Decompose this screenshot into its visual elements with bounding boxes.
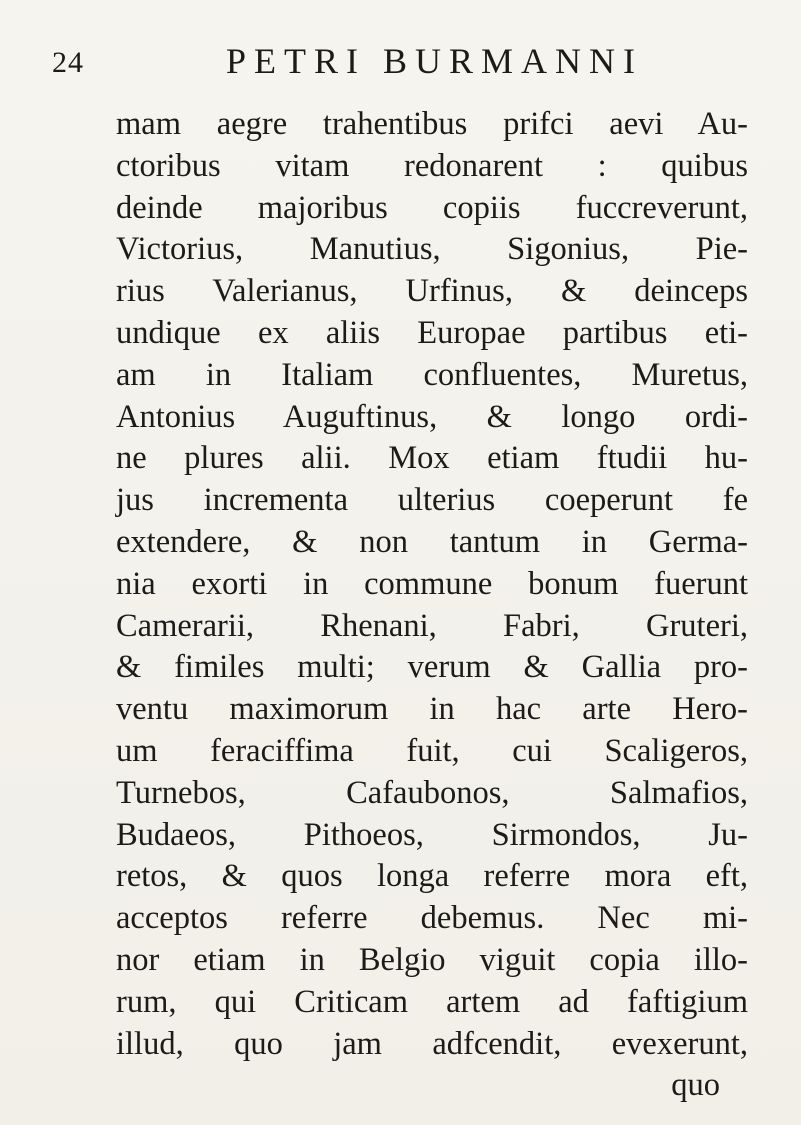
text-line: rum, qui Criticam artem ad faftigium: [116, 983, 748, 1020]
text-line: Victorius, Manutius, Sigonius, Pie-: [116, 231, 748, 268]
catchword: quo: [671, 1067, 720, 1104]
text-line: acceptos referre debemus. Nec mi-: [116, 900, 748, 937]
page-number: 24: [52, 46, 84, 79]
text-line: rius Valerianus, Urfinus, & deinceps: [116, 273, 748, 310]
text-line: retos, & quos longa referre mora eft,: [116, 858, 748, 895]
text-line: ctoribus vitam redonarent : quibus: [116, 147, 748, 184]
text-line: deinde majoribus copiis fuccreverunt,: [116, 189, 748, 226]
text-line: mam aegre trahentibus prifci aevi Au-: [116, 106, 748, 142]
body-text: [116, 104, 748, 1107]
text-line: jus incrementa ulterius coeperunt fe: [116, 482, 748, 519]
text-line: nia exorti in commune bonum fuerunt: [116, 565, 748, 602]
text-line: Turnebos, Cafaubonos, Salmafios,: [116, 774, 748, 811]
text-line: Antonius Auguftinus, & longo ordi-: [116, 398, 748, 435]
text-line: illud, quo jam adfcendit, evexerunt,: [116, 1025, 748, 1062]
text-line: ne plures alii. Mox etiam ftudii hu-: [116, 440, 748, 477]
text-line: & fimiles multi; verum & Gallia pro-: [116, 649, 748, 686]
text-line: undique ex aliis Europae partibus eti-: [116, 314, 748, 351]
text-line: Camerarii, Rhenani, Fabri, Gruteri,: [116, 607, 748, 644]
text-line: ventu maximorum in hac arte Hero-: [116, 691, 748, 728]
text-line: extendere, & non tantum in Germa-: [116, 523, 748, 560]
text-line: nor etiam in Belgio viguit copia illo-: [116, 941, 748, 978]
page-header: [0, 38, 801, 88]
text-line: Budaeos, Pithoeos, Sirmondos, Ju-: [116, 816, 748, 853]
running-head: PETRI BURMANNI: [226, 41, 644, 81]
text-line: um feraciffima fuit, cui Scaligeros,: [116, 732, 748, 769]
text-line: am in Italiam confluentes, Muretus,: [116, 356, 748, 393]
